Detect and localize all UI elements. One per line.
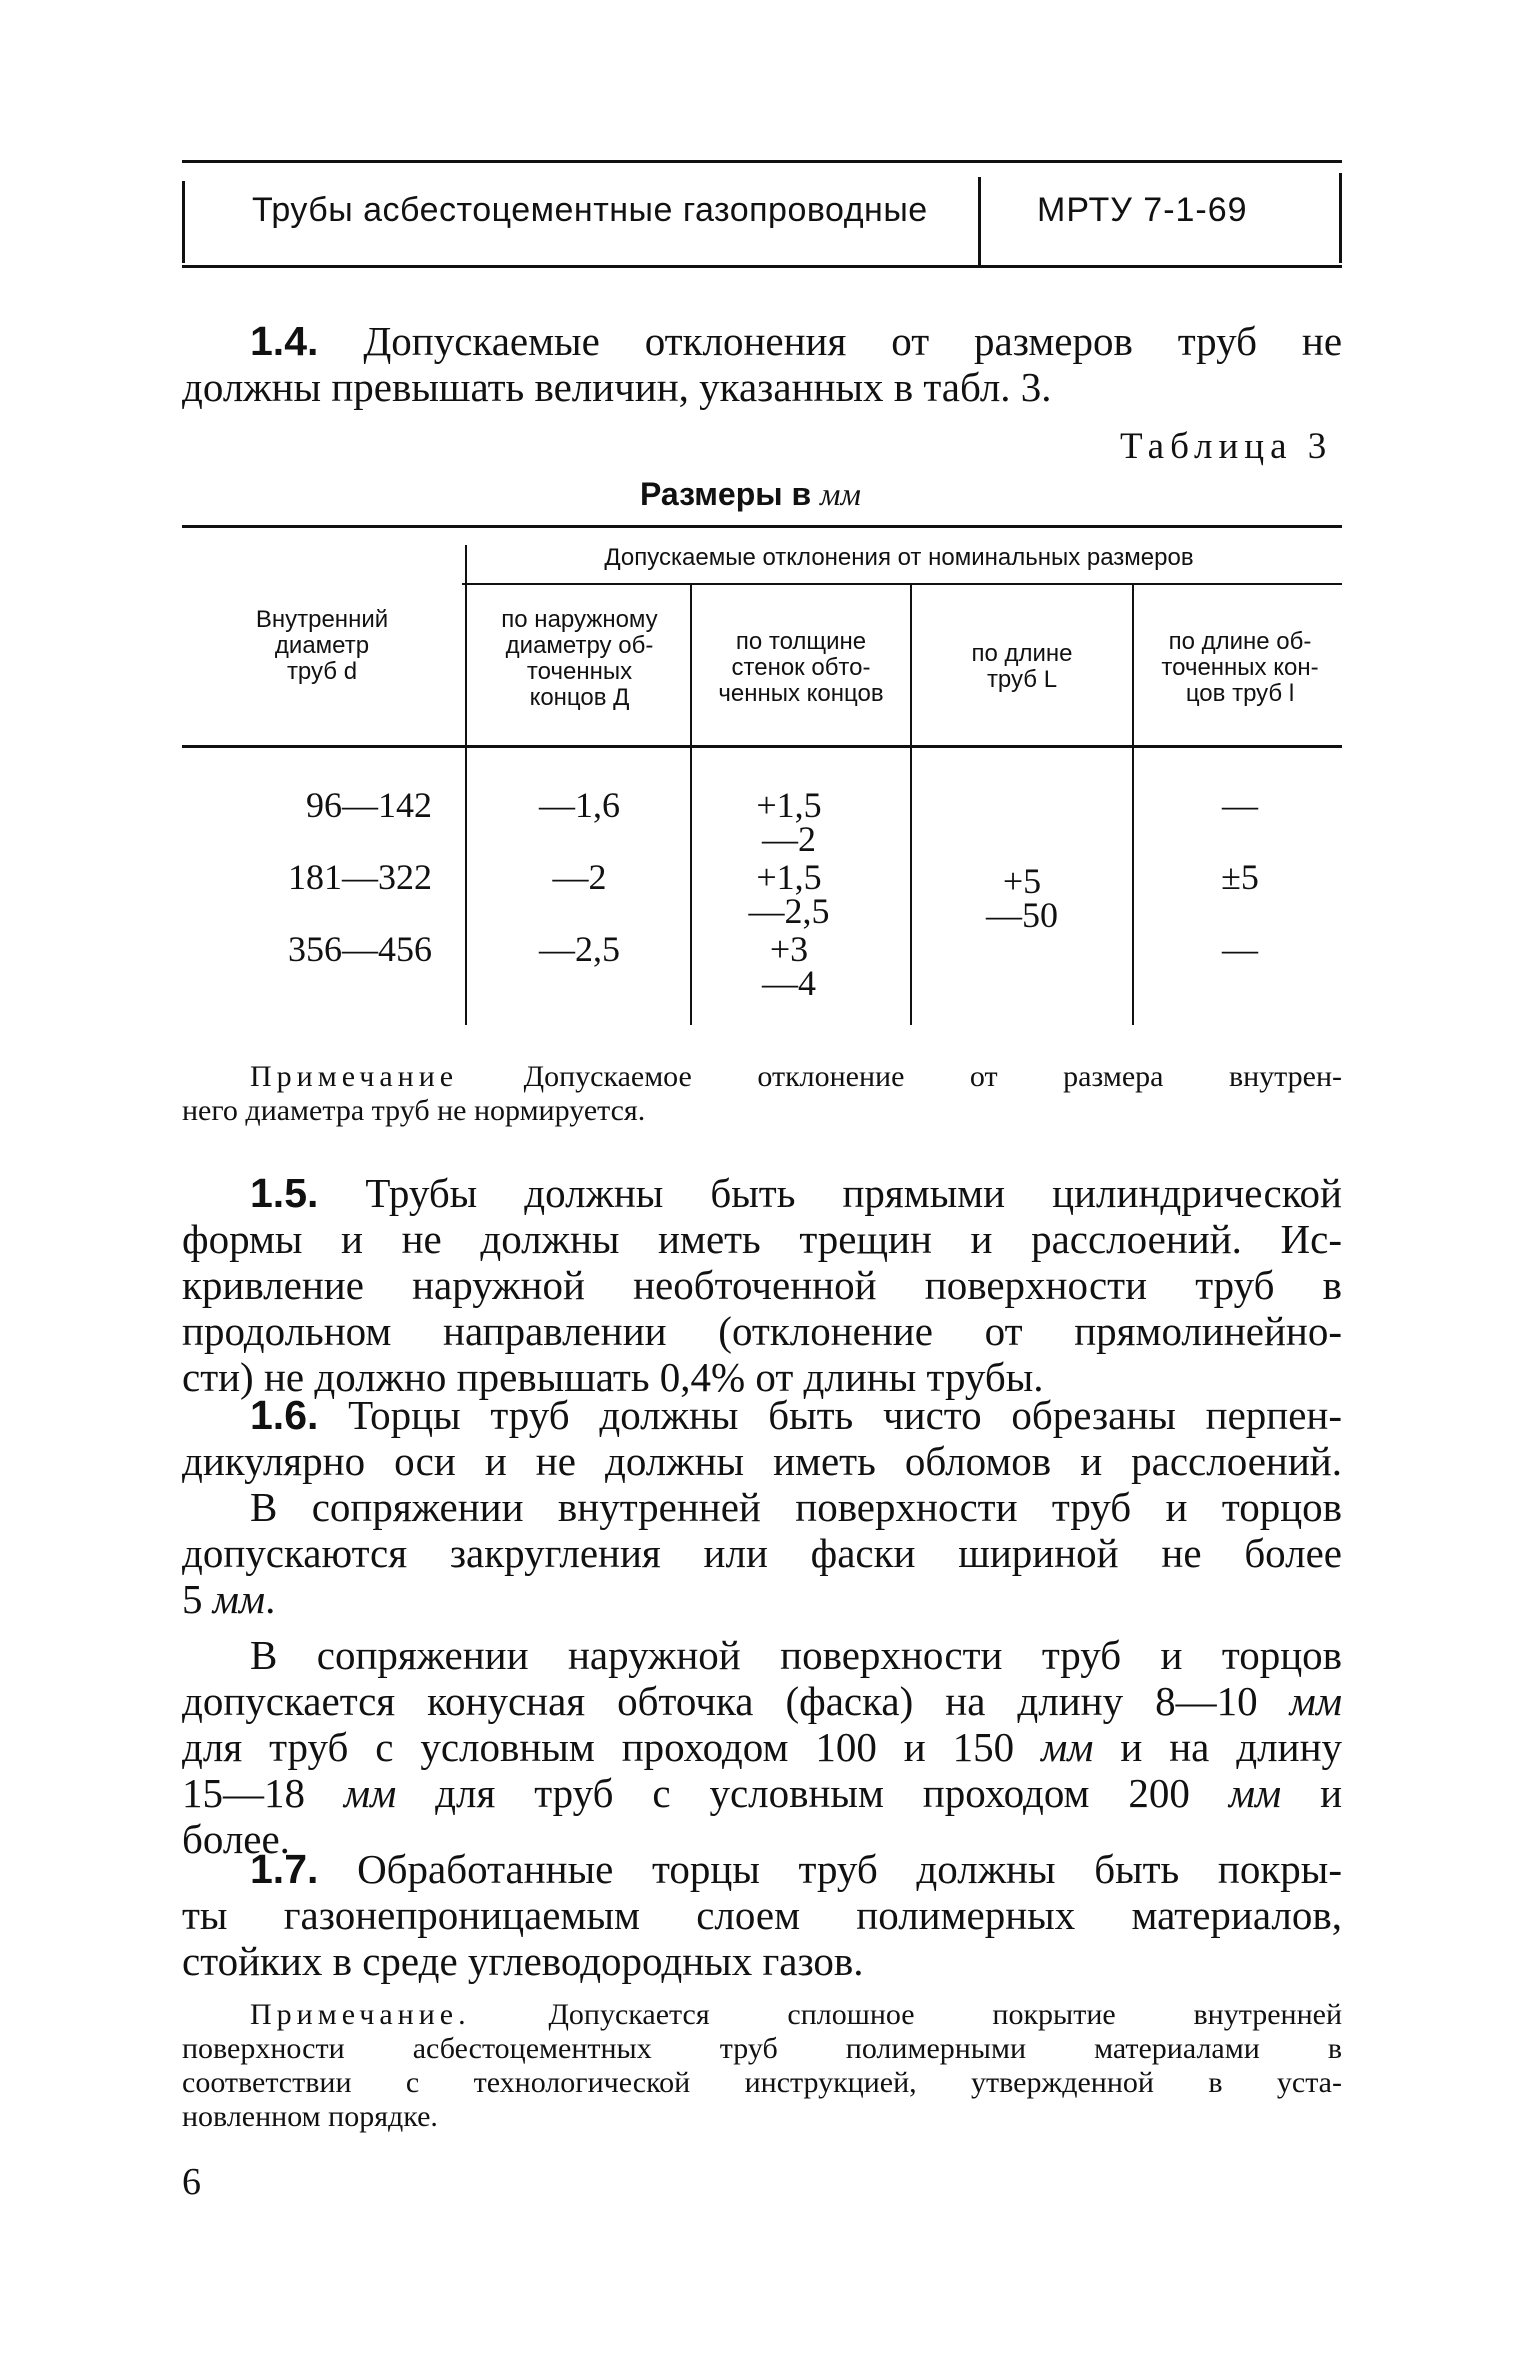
- table-cell-wall-minus: —2: [762, 819, 816, 859]
- table-note-cont: него диаметра труб не нормируется.: [182, 1094, 646, 1127]
- table-cell-machined-length: —: [1222, 929, 1258, 969]
- table-cell-D: —2,5: [539, 929, 620, 969]
- paragraph-1-5: 1.5. Трубы должны быть прямыми цилиндрической формы и не должны иметь трещин и расслоений. Ис- кривление наружной необточенной поверхности труб в продольном направлении (отклонение от прямолинейно- сти) не должно превышать 0,4% от длины трубы.: [182, 1170, 1342, 1400]
- table-cell-d: 356—456: [288, 929, 432, 969]
- table-cell-machined-length: —: [1222, 785, 1258, 825]
- table-cell-wall-minus: —4: [762, 963, 816, 1003]
- table-cell-D: —2: [552, 857, 607, 897]
- header-title: Трубы асбестоцементные газопроводные: [252, 191, 928, 229]
- table-units: Размеры в мм: [640, 476, 861, 512]
- table-cell-d: 181—322: [288, 857, 432, 897]
- paragraph-1-6: 1.6. Торцы труб должны быть чисто обрезаны перпен- дикулярно оси и не должны иметь обломов и расслоений. В сопряжении внутренней поверхности труб и торцов допускаются закругления или фаски шириной не более 5 мм. В сопряжении наружной поверхности труб и торцов допускается конусная обточка (фаска) на длину 8—10 мм для труб с условным проходом 100 и 150 мм и на длину 15—18 мм для труб с условным проходом 200 мм и более.: [182, 1392, 1343, 1862]
- final-note: Примечание. Допускается сплошное покрытие внутренней поверхности асбестоцементных труб полимерными материалами в соответствии с технологической инструкцией, утвержденной в уста- новленном порядке.: [182, 1998, 1342, 2133]
- table-cell-length-minus: —50: [986, 895, 1058, 935]
- col-header-pipe-length: по длине труб L: [971, 640, 1073, 693]
- col-header-wall-thickness: по толщине стенок обто- ченных концов: [718, 628, 884, 707]
- table-cell-D: —1,6: [539, 785, 620, 825]
- header-standard-code: МРТУ 7-1-69: [1037, 191, 1248, 229]
- table-cell-wall-plus: +3: [769, 929, 809, 969]
- table-cell-wall-plus: +1,5: [756, 785, 822, 825]
- col-header-outer-diameter: по наружному диаметру об- точенных концов Д: [501, 606, 658, 711]
- table-note: Примечание Допускаемое отклонение от размера внутрен-: [250, 1060, 1343, 1093]
- tolerances-table: [182, 525, 1342, 1025]
- group-header: Допускаемые отклонения от номинальных размеров: [604, 544, 1194, 571]
- table-cell-wall-plus: +1,5: [756, 857, 822, 897]
- table-label: Таблица 3: [1120, 426, 1333, 467]
- table-cell-machined-length: ±5: [1221, 857, 1259, 897]
- page-number: 6: [182, 2161, 201, 2203]
- table-cell-length-plus: +5: [1002, 861, 1042, 901]
- document-header: [182, 160, 1342, 268]
- table-cell-d: 96—142: [306, 785, 432, 825]
- col-header-inner-diameter: Внутренний диаметр труб d: [255, 606, 389, 685]
- col-header-machined-length: по длине об- точенных кон- цов труб l: [1161, 628, 1319, 707]
- paragraph-1-4: 1.4. Допускаемые отклонения от размеров труб не должны превышать величин, указанных в табл. 3.: [182, 318, 1343, 410]
- table-cell-wall-minus: —2,5: [748, 891, 830, 931]
- paragraph-1-7: 1.7. Обработанные торцы труб должны быть покры- ты газонепроницаемым слоем полимерных материалов, стойких в среде углеводородных газов.: [182, 1846, 1342, 1984]
